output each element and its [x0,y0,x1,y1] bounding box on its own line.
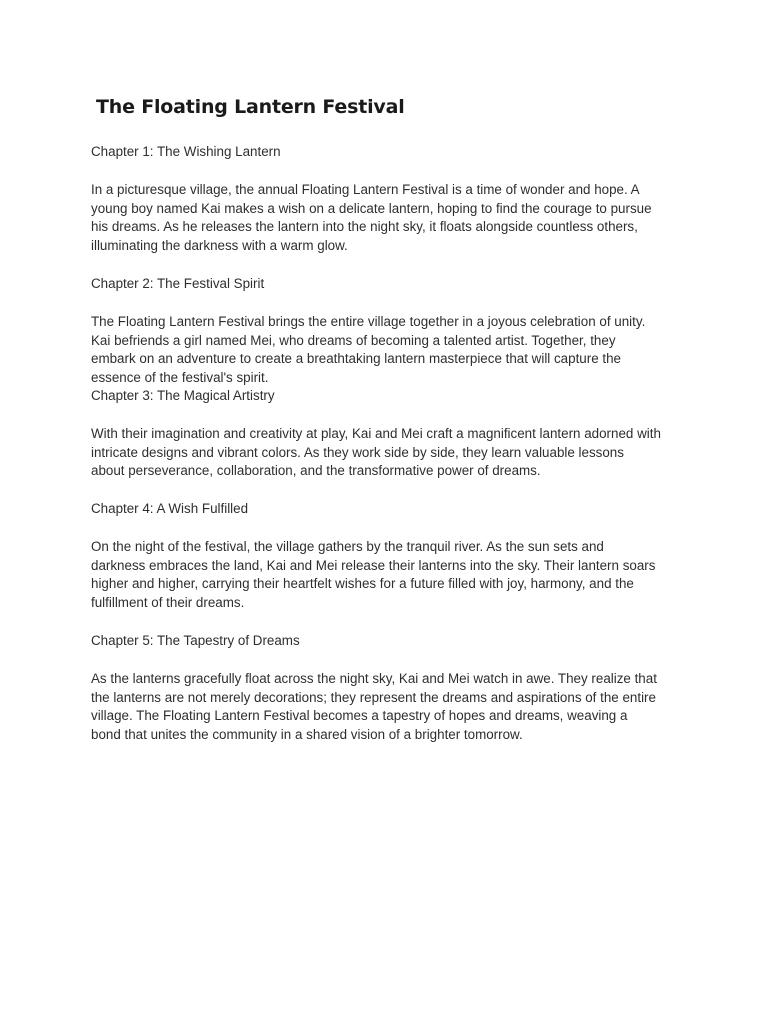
paragraph-line: his dreams. As he releases the lantern into the night sky, it floats alongside countless others, [91,219,638,235]
chapter-3-heading: Chapter 3: The Magical Artistry [91,388,275,403]
paragraph-line: As the lanterns gracefully float across the night sky, Kai and Mei watch in awe. They realize that [91,671,657,686]
document-title: The Floating Lantern Festival [96,96,405,118]
paragraph-line: the lanterns are not merely decorations; they represent the dreams and aspirations of the entire [91,689,656,705]
paragraph-line: On the night of the festival, the village gathers by the tranquil river. As the sun sets and [91,539,604,554]
chapter-1-paragraph [91,181,691,255]
chapter-2-paragraph [91,313,691,387]
paragraph-line: higher and higher, carrying their heartfelt wishes for a future filled with joy, harmony, and the [91,576,634,592]
chapter-5-paragraph [91,670,691,744]
paragraph-line: In a picturesque village, the annual Floating Lantern Festival is a time of wonder and hope. A [91,182,640,197]
paragraph-line: The Floating Lantern Festival brings the entire village together in a joyous celebration of unity. [91,314,646,329]
paragraph-line: With their imagination and creativity at play, Kai and Mei craft a magnificent lantern adorned with [91,426,661,441]
paragraph-line: intricate designs and vibrant colors. As they work side by side, they learn valuable lessons [91,444,624,460]
paragraph-line: village. The Floating Lantern Festival becomes a tapestry of hopes and dreams, weaving a [91,708,628,724]
paragraph-line: bond that unites the community in a shared vision of a brighter tomorrow. [91,726,523,742]
chapter-3-paragraph [91,425,691,481]
chapter-4-paragraph [91,538,691,612]
paragraph-line: illuminating the darkness with a warm glow. [91,237,348,253]
chapter-4-heading: Chapter 4: A Wish Fulfilled [91,501,249,516]
paragraph-line: essence of the festival's spirit. [91,369,269,385]
paragraph-line: young boy named Kai makes a wish on a delicate lantern, hoping to find the courage to pursue [91,200,652,216]
paragraph-line: fulfillment of their dreams. [91,594,245,610]
chapter-1-heading: Chapter 1: The Wishing Lantern [91,144,281,159]
paragraph-line: embark on an adventure to create a breathtaking lantern masterpiece that will capture the [91,351,621,367]
paragraph-line: Kai befriends a girl named Mei, who dreams of becoming a talented artist. Together, they [91,332,616,348]
paragraph-line: darkness embraces the land, Kai and Mei release their lanterns into the sky. Their lantern soars [91,557,656,573]
chapter-2-heading: Chapter 2: The Festival Spirit [91,276,265,291]
paragraph-line: about perseverance, collaboration, and the transformative power of dreams. [91,463,541,479]
chapter-5-heading: Chapter 5: The Tapestry of Dreams [91,633,300,648]
